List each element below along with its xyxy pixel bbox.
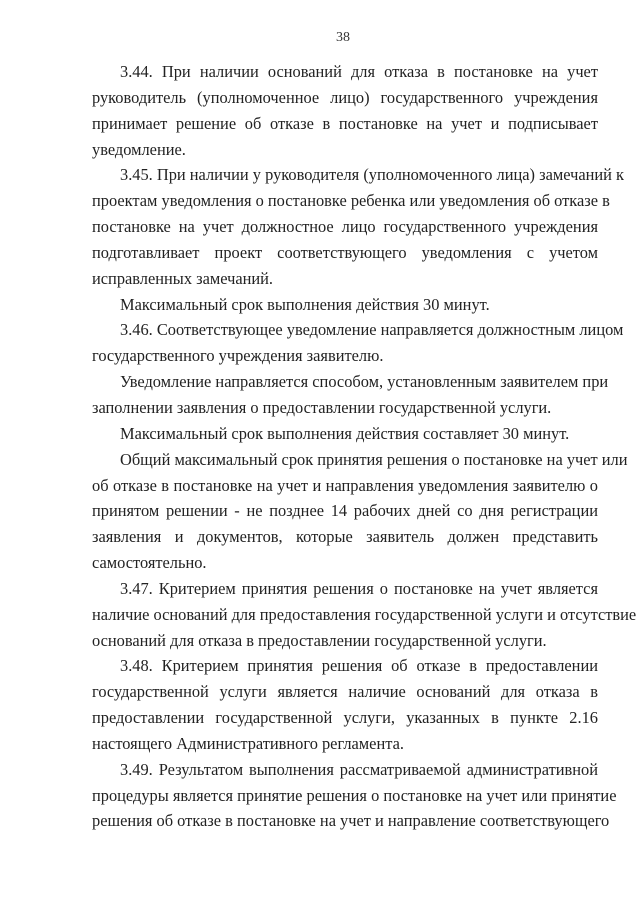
page-number: 38 [336, 30, 350, 45]
text-line: постановке на учет должностное лицо государственного учреждения [92, 217, 598, 237]
text-line: 3.47. Критерием принятия решения о постановке на учет является [120, 578, 598, 598]
text-line: наличие оснований для предоставления государственной услуги и отсутствие [92, 604, 637, 624]
paragraph [92, 421, 598, 447]
paragraph [92, 653, 598, 756]
text-line: решения об отказе в постановке на учет и направление соответствующего [92, 811, 610, 831]
paragraph [92, 59, 598, 162]
text-line: Максимальный срок выполнения действия составляет 30 минут. [120, 423, 570, 443]
text-line: государственной услуги является наличие оснований для отказа в [92, 682, 598, 702]
text-line: государственного учреждения заявителю. [92, 346, 384, 366]
paragraph [92, 447, 628, 576]
text-line: уведомление. [92, 139, 186, 159]
paragraph [92, 162, 624, 291]
paragraph [92, 292, 598, 318]
text-line: проектам уведомления о постановке ребенка или уведомления об отказе в [92, 191, 610, 211]
text-line: руководитель (уполномоченное лицо) государственного учреждения [92, 87, 598, 107]
text-line: 3.45. При наличии у руководителя (уполномоченного лица) замечаний к [120, 165, 624, 185]
text-line: процедуры является принятие решения о постановке на учет или принятие [92, 785, 617, 805]
text-line: принятом решении - не позднее 14 рабочих дней со дня регистрации [92, 501, 598, 521]
text-line: предоставлении государственной услуги, указанных в пункте 2.16 [92, 708, 598, 728]
text-line: 3.49. Результатом выполнения рассматриваемой административной [120, 759, 598, 779]
paragraph [92, 369, 609, 421]
paragraph [92, 757, 617, 835]
text-line: Уведомление направляется способом, установленным заявителем при [120, 372, 609, 392]
text-line: оснований для отказа в предоставлении государственной услуги. [92, 630, 547, 650]
text-line: настоящего Административного регламента. [92, 733, 404, 753]
paragraph [92, 576, 637, 654]
text-line: 3.48. Критерием принятия решения об отказе в предоставлении [120, 656, 598, 676]
text-line: об отказе в постановке на учет и направления уведомления заявителю о [92, 475, 598, 495]
text-line: 3.46. Соответствующее уведомление направляется должностным лицом [120, 320, 624, 340]
text-line: Общий максимальный срок принятия решения о постановке на учет или [120, 449, 628, 469]
text-line: 3.44. При наличии оснований для отказа в постановке на учет [120, 62, 598, 81]
document-body [92, 59, 637, 834]
paragraph [92, 317, 624, 369]
text-line: подготавливает проект соответствующего уведомления с учетом [92, 242, 598, 262]
text-line: заявления и документов, которые заявитель должен представить [92, 527, 598, 547]
text-line: самостоятельно. [92, 553, 207, 573]
text-line: исправленных замечаний. [92, 268, 274, 288]
text-line: заполнении заявления о предоставлении государственной услуги. [92, 397, 552, 417]
text-line: Максимальный срок выполнения действия 30 минут. [120, 294, 490, 314]
text-line: принимает решение об отказе в постановке на учет и подписывает [92, 113, 598, 133]
